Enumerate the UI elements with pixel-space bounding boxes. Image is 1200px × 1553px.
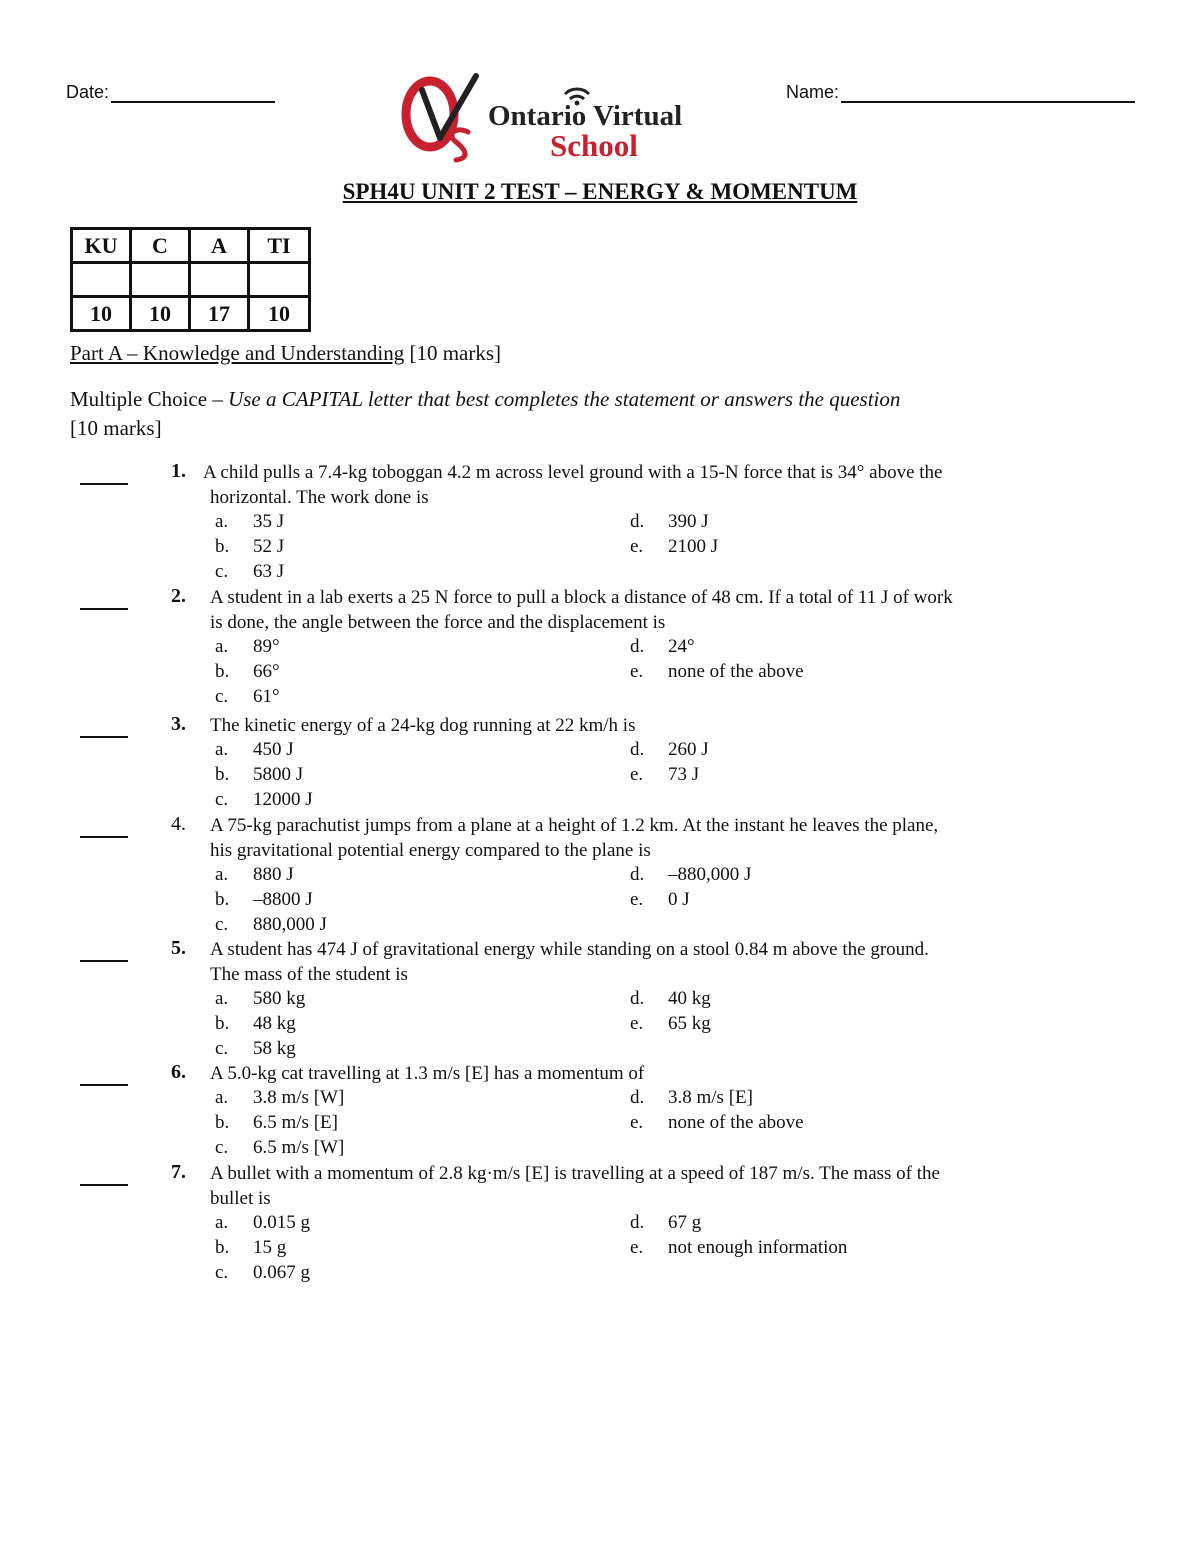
option-text: 3.8 m/s [E] bbox=[668, 1087, 753, 1108]
answer-option bbox=[215, 789, 313, 811]
answer-blank[interactable] bbox=[80, 836, 128, 838]
date-field[interactable] bbox=[66, 82, 275, 103]
option-letter: c. bbox=[215, 1137, 229, 1158]
name-field[interactable] bbox=[786, 82, 1135, 103]
answer-option bbox=[215, 1112, 338, 1134]
score-total: 10 bbox=[249, 297, 310, 331]
option-letter: e. bbox=[630, 1237, 644, 1258]
school-logo bbox=[400, 72, 720, 164]
answer-option bbox=[215, 864, 294, 886]
answer-option bbox=[630, 1212, 701, 1234]
question-text: A 75-kg parachutist jumps from a plane at a height of 1.2 km. At the instant he leaves the plane, bbox=[210, 815, 939, 836]
answer-blank[interactable] bbox=[80, 483, 128, 485]
option-letter: e. bbox=[630, 1112, 644, 1133]
option-letter: a. bbox=[215, 511, 229, 532]
option-text: 66° bbox=[253, 661, 280, 682]
option-letter: e. bbox=[630, 661, 644, 682]
option-letter: e. bbox=[630, 764, 644, 785]
option-letter: d. bbox=[630, 1087, 645, 1108]
option-letter: a. bbox=[215, 1212, 229, 1233]
score-total: 10 bbox=[72, 297, 131, 331]
answer-option bbox=[630, 1112, 804, 1134]
question-number: 1. bbox=[171, 460, 186, 482]
option-letter: d. bbox=[630, 636, 645, 657]
mc-instructions: Multiple Choice – Use a CAPITAL letter that best completes the statement or answers the question [10 marks] bbox=[70, 387, 901, 440]
question-text: A student in a lab exerts a 25 N force to pull a block a distance of 48 cm. If a total of 11 J of work bbox=[210, 587, 953, 608]
option-text: 390 J bbox=[668, 511, 709, 532]
option-text: 63 J bbox=[253, 561, 285, 582]
answer-option bbox=[630, 1237, 847, 1259]
option-letter: c. bbox=[215, 1038, 229, 1059]
question-text: A 5.0-kg cat travelling at 1.3 m/s [E] has a momentum of bbox=[210, 1063, 645, 1084]
answer-option bbox=[630, 764, 699, 786]
option-letter: b. bbox=[215, 536, 230, 557]
answer-option bbox=[215, 764, 303, 786]
answer-option bbox=[630, 1087, 753, 1109]
answer-option bbox=[215, 1237, 286, 1259]
answer-option bbox=[215, 739, 294, 761]
page-title: SPH4U UNIT 2 TEST – ENERGY & MOMENTUM bbox=[342, 179, 858, 204]
answer-blank[interactable] bbox=[80, 736, 128, 738]
option-text: 89° bbox=[253, 636, 280, 657]
option-text: 6.5 m/s [E] bbox=[253, 1112, 338, 1133]
option-text: not enough information bbox=[668, 1237, 848, 1258]
answer-option bbox=[630, 636, 695, 658]
option-letter: c. bbox=[215, 914, 229, 935]
answer-option bbox=[215, 1087, 344, 1109]
answer-option bbox=[630, 864, 751, 886]
score-total: 10 bbox=[131, 297, 190, 331]
option-text: 73 J bbox=[668, 764, 700, 785]
score-header: A bbox=[190, 229, 249, 263]
answer-option bbox=[215, 1137, 344, 1159]
question-text-continued: bullet is bbox=[210, 1188, 271, 1209]
option-text: 52 J bbox=[253, 536, 285, 557]
date-label: Date: bbox=[66, 82, 110, 102]
answer-option bbox=[215, 988, 305, 1010]
date-line[interactable] bbox=[111, 83, 275, 103]
option-letter: c. bbox=[215, 1262, 229, 1283]
score-header: C bbox=[131, 229, 190, 263]
score-entry-cell[interactable] bbox=[249, 263, 310, 297]
question-number: 7. bbox=[171, 1161, 186, 1183]
answer-option bbox=[630, 1013, 711, 1035]
score-entry-cell[interactable] bbox=[190, 263, 249, 297]
answer-option bbox=[630, 889, 690, 911]
score-table bbox=[70, 227, 311, 332]
answer-blank[interactable] bbox=[80, 608, 128, 610]
answer-option bbox=[630, 536, 718, 558]
option-letter: a. bbox=[215, 636, 229, 657]
option-text: 2100 J bbox=[668, 536, 719, 557]
question-text-continued: The mass of the student is bbox=[210, 964, 408, 985]
question-text-continued: horizontal. The work done is bbox=[210, 487, 429, 508]
option-text: 48 kg bbox=[253, 1013, 296, 1034]
logo-line2: School bbox=[550, 128, 638, 163]
question-number: 5. bbox=[171, 937, 186, 959]
option-letter: e. bbox=[630, 536, 644, 557]
answer-option bbox=[215, 914, 327, 936]
option-letter: a. bbox=[215, 864, 229, 885]
option-text: none of the above bbox=[668, 1112, 804, 1133]
option-text: 65 kg bbox=[668, 1013, 711, 1034]
option-letter: c. bbox=[215, 686, 229, 707]
option-letter: c. bbox=[215, 789, 229, 810]
answer-option bbox=[215, 1038, 296, 1060]
option-letter: a. bbox=[215, 739, 229, 760]
option-text: 40 kg bbox=[668, 988, 711, 1009]
score-header-row bbox=[72, 229, 310, 263]
logo-line1: Ontario Virtual bbox=[488, 100, 683, 132]
option-text: 0.067 g bbox=[253, 1262, 310, 1283]
answer-option bbox=[630, 511, 709, 533]
option-text: 61° bbox=[253, 686, 280, 707]
answer-option bbox=[630, 661, 804, 683]
score-entry-row bbox=[72, 263, 310, 297]
option-text: 24° bbox=[668, 636, 695, 657]
option-letter: c. bbox=[215, 561, 229, 582]
option-letter: d. bbox=[630, 1212, 645, 1233]
question-text-continued: his gravitational potential energy compared to the plane is bbox=[210, 840, 651, 861]
answer-option bbox=[215, 889, 313, 911]
option-letter: b. bbox=[215, 764, 230, 785]
question-text-continued: is done, the angle between the force and the displacement is bbox=[210, 612, 666, 633]
option-text: 260 J bbox=[668, 739, 709, 760]
answer-option bbox=[215, 686, 280, 708]
answer-option bbox=[215, 636, 280, 658]
score-total-row bbox=[72, 297, 310, 331]
option-text: 880,000 J bbox=[253, 914, 327, 935]
question-number: 2. bbox=[171, 585, 186, 607]
option-letter: d. bbox=[630, 988, 645, 1009]
question-number: 4. bbox=[171, 813, 186, 835]
answer-option bbox=[215, 536, 284, 558]
answer-option bbox=[630, 988, 711, 1010]
option-text: –8800 J bbox=[253, 889, 313, 910]
option-text: 6.5 m/s [W] bbox=[253, 1137, 345, 1158]
option-letter: d. bbox=[630, 739, 645, 760]
option-text: 3.8 m/s [W] bbox=[253, 1087, 345, 1108]
option-letter: a. bbox=[215, 988, 229, 1009]
option-text: none of the above bbox=[668, 661, 804, 682]
answer-option bbox=[215, 661, 280, 683]
option-text: 35 J bbox=[253, 511, 285, 532]
option-text: 15 g bbox=[253, 1237, 287, 1258]
answer-option bbox=[215, 511, 284, 533]
ovs-monogram-icon bbox=[400, 72, 490, 164]
name-label: Name: bbox=[786, 82, 840, 102]
answer-option bbox=[215, 1212, 310, 1234]
option-letter: b. bbox=[215, 889, 230, 910]
option-letter: d. bbox=[630, 864, 645, 885]
question-text: A student has 474 J of gravitational energy while standing on a stool 0.84 m above the ground. bbox=[210, 939, 929, 960]
option-text: 580 kg bbox=[253, 988, 306, 1009]
name-line[interactable] bbox=[841, 83, 1135, 103]
option-text: 450 J bbox=[253, 739, 294, 760]
option-letter: a. bbox=[215, 1087, 229, 1108]
option-text: 67 g bbox=[668, 1212, 702, 1233]
question-text: A bullet with a momentum of 2.8 kg·m/s [E] is travelling at a speed of 187 m/s. The mass of the bbox=[210, 1163, 940, 1184]
option-text: 0 J bbox=[668, 889, 690, 910]
score-entry-cell[interactable] bbox=[131, 263, 190, 297]
answer-blank[interactable] bbox=[80, 1184, 128, 1186]
option-text: 58 kg bbox=[253, 1038, 296, 1059]
option-text: 0.015 g bbox=[253, 1212, 310, 1233]
answer-option bbox=[215, 1013, 296, 1035]
score-header: KU bbox=[72, 229, 131, 263]
score-entry-cell[interactable] bbox=[72, 263, 131, 297]
question-number: 3. bbox=[171, 713, 186, 735]
option-text: 12000 J bbox=[253, 789, 313, 810]
option-text: –880,000 J bbox=[668, 864, 752, 885]
option-letter: b. bbox=[215, 1237, 230, 1258]
option-letter: d. bbox=[630, 511, 645, 532]
question-text: A child pulls a 7.4-kg toboggan 4.2 m across level ground with a 15-N force that is 34° above the bbox=[203, 462, 943, 483]
answer-blank[interactable] bbox=[80, 1084, 128, 1086]
option-letter: e. bbox=[630, 889, 644, 910]
answer-option bbox=[630, 739, 709, 761]
answer-blank[interactable] bbox=[80, 960, 128, 962]
question-number: 6. bbox=[171, 1061, 186, 1083]
option-letter: b. bbox=[215, 661, 230, 682]
score-header: TI bbox=[249, 229, 310, 263]
score-total: 17 bbox=[190, 297, 249, 331]
option-text: 5800 J bbox=[253, 764, 304, 785]
option-letter: b. bbox=[215, 1013, 230, 1034]
option-letter: e. bbox=[630, 1013, 644, 1034]
question-text: The kinetic energy of a 24-kg dog running at 22 km/h is bbox=[210, 715, 636, 736]
answer-option bbox=[215, 1262, 310, 1284]
option-text: 880 J bbox=[253, 864, 294, 885]
option-letter: b. bbox=[215, 1112, 230, 1133]
part-a-heading: Part A – Knowledge and Understanding [10 marks] bbox=[70, 341, 502, 365]
answer-option bbox=[215, 561, 284, 583]
